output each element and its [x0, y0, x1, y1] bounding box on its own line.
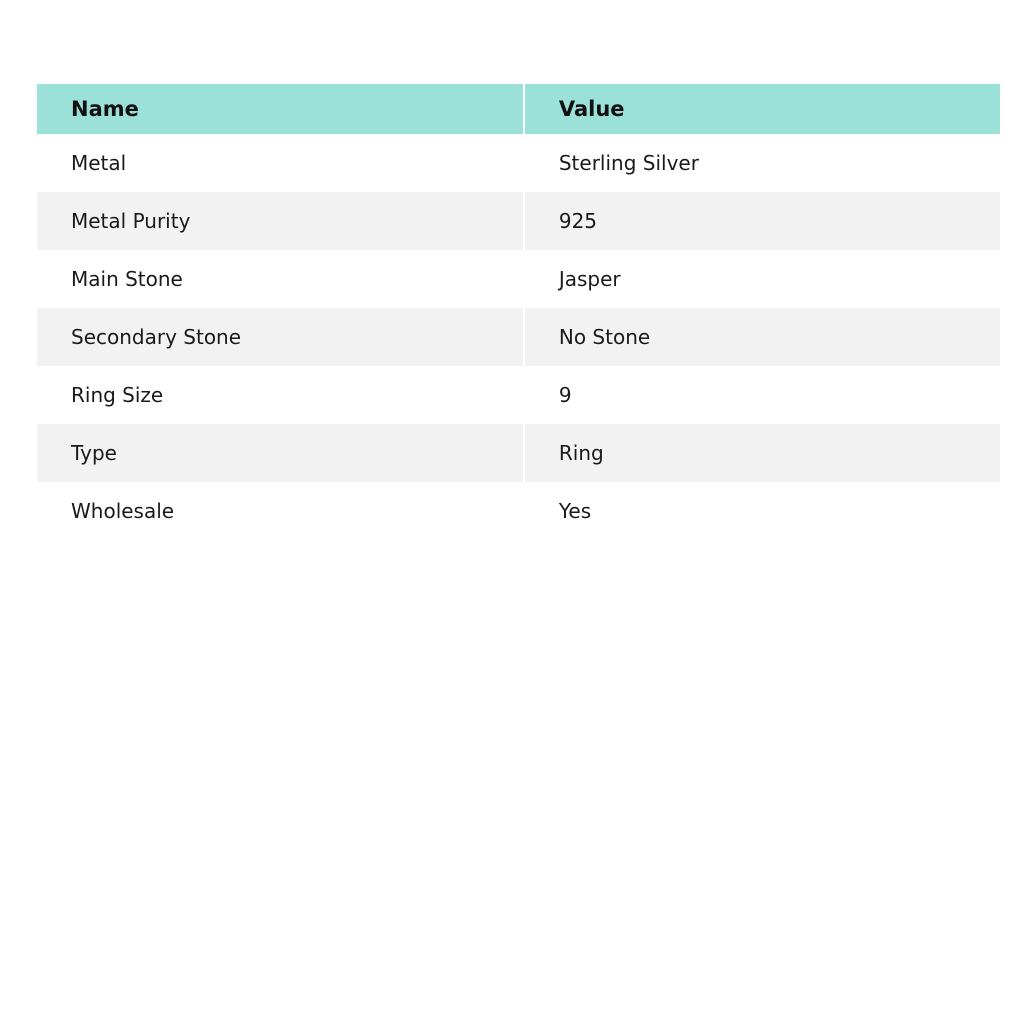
cell-value: No Stone [523, 308, 1000, 366]
table-row [37, 192, 1000, 250]
table-row [37, 308, 1000, 366]
cell-name: Ring Size [37, 366, 523, 424]
table-row [37, 424, 1000, 482]
cell-name: Metal Purity [37, 192, 523, 250]
product-specs-table [37, 84, 1000, 540]
cell-value: 9 [523, 366, 1000, 424]
table-row [37, 366, 1000, 424]
cell-value: Ring [523, 424, 1000, 482]
cell-name: Metal [37, 134, 523, 192]
cell-value: Jasper [523, 250, 1000, 308]
cell-name: Type [37, 424, 523, 482]
column-header-value: Value [523, 84, 1000, 134]
table-row [37, 482, 1000, 540]
table-row [37, 134, 1000, 192]
column-header-name: Name [37, 84, 523, 134]
cell-name: Main Stone [37, 250, 523, 308]
cell-name: Wholesale [37, 482, 523, 540]
cell-value: 925 [523, 192, 1000, 250]
cell-name: Secondary Stone [37, 308, 523, 366]
cell-value: Sterling Silver [523, 134, 1000, 192]
cell-value: Yes [523, 482, 1000, 540]
table-row [37, 250, 1000, 308]
table-header-row [37, 84, 1000, 134]
